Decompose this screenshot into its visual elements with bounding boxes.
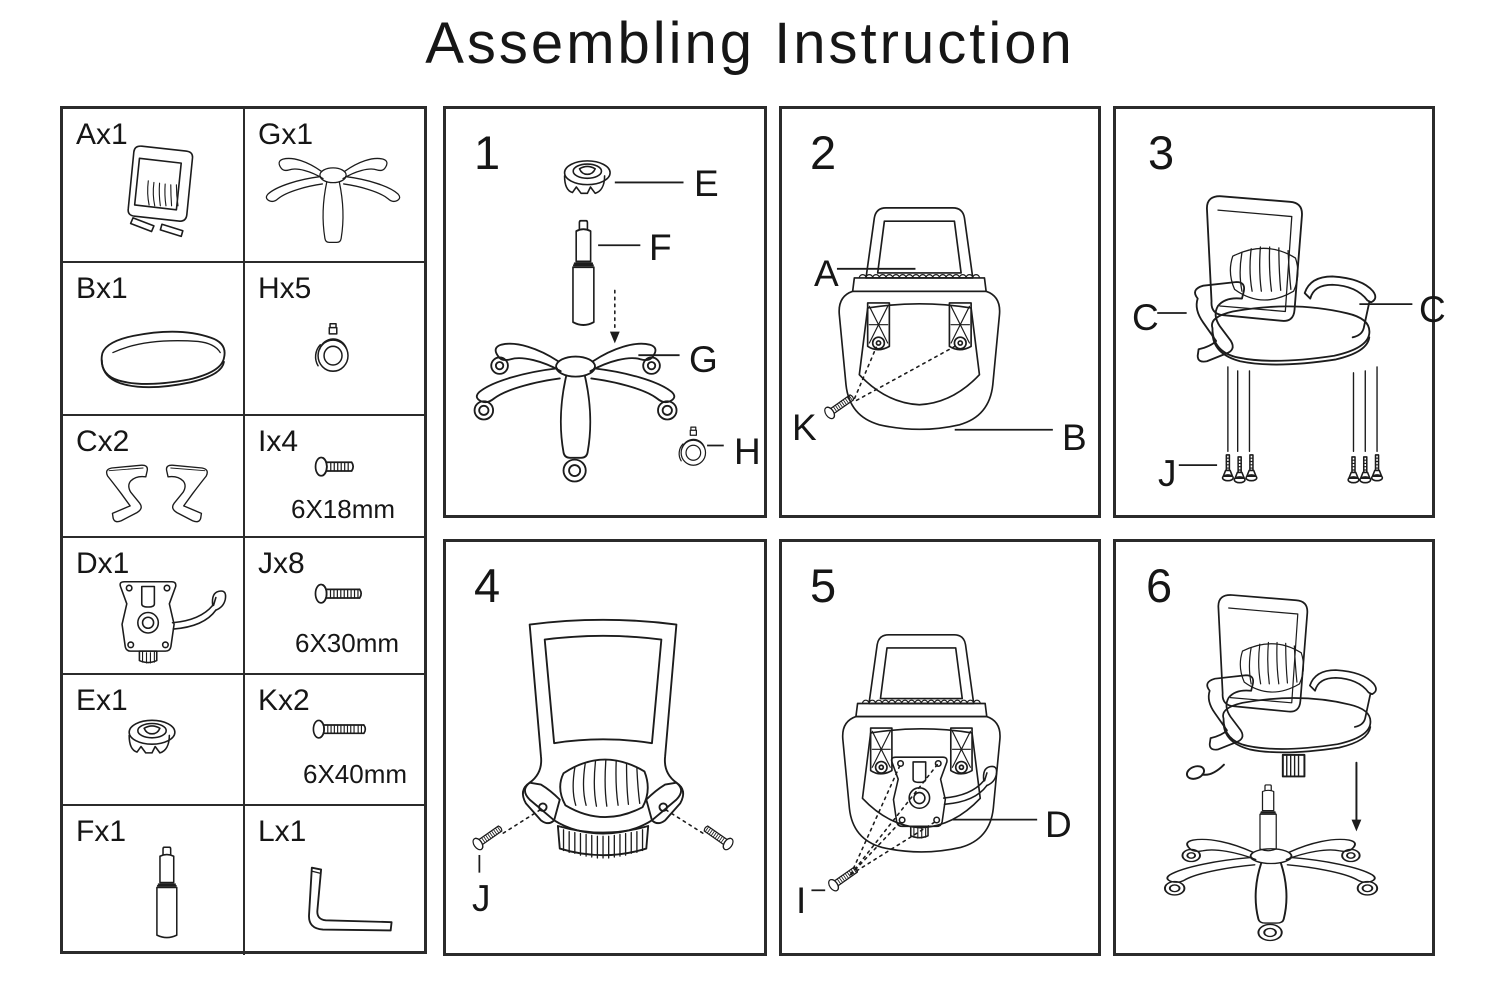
step-panel-1 [443,106,767,518]
part-cell-mechanism [63,538,245,675]
mechanism-drawing [63,538,243,673]
part-code: Fx1 [76,815,127,848]
part-code: Ax1 [76,118,128,151]
part-label-a: A [814,253,839,294]
seat-back-drawing [63,109,243,261]
step-number: 6 [1146,559,1173,612]
parts-table [60,106,427,954]
part-cell-cap [63,675,245,806]
part-label-e: E [694,163,719,204]
part-code: Bx1 [76,272,128,305]
step-panel-6 [1113,539,1435,956]
step-number: 3 [1148,126,1175,179]
cap-drawing [63,675,243,804]
part-cell-base [245,109,426,263]
step-panel-2 [779,106,1101,518]
part-code: Hx5 [258,272,312,305]
screw-size-label: 6X30mm [295,628,400,658]
armrests-drawing [63,416,243,536]
part-cell-screw-k [245,675,426,806]
part-label-d: D [1045,804,1072,845]
part-cell-armrests [63,416,245,538]
step-number: 5 [810,559,837,612]
step-number: 1 [474,126,501,179]
part-cell-gas-lift [63,806,245,955]
seat-cushion-drawing [63,263,243,414]
part-label-h: H [734,431,761,472]
part-label-f: F [649,227,672,268]
step-number: 2 [810,126,837,179]
part-code: Ix4 [258,425,299,458]
step-number: 4 [474,559,501,612]
part-label-i: I [796,880,807,921]
part-label-b: B [1062,417,1087,458]
part-code: Gx1 [258,118,314,151]
part-label-c-right: C [1419,289,1446,330]
part-code: Kx2 [258,684,310,717]
part-cell-seat-back [63,109,245,263]
part-label-c-left: C [1132,297,1159,338]
screw-size-label: 6X40mm [303,759,408,789]
step-panel-5 [779,539,1101,956]
part-code: Lx1 [258,815,307,848]
gas-lift-drawing [63,806,243,955]
part-label-j: J [472,878,491,919]
part-label-g: G [689,339,718,380]
caster-drawing [245,263,426,414]
step-panel-3 [1113,106,1446,518]
part-cell-allen-key [245,806,426,955]
page-title: Assembling Instruction [425,11,1075,76]
part-code: Cx2 [76,425,130,458]
step-panel-4 [443,539,767,956]
part-code: Ex1 [76,684,128,717]
part-cell-seat [63,263,245,416]
screw-size-label: 6X18mm [291,494,396,524]
allen-key-drawing [245,806,426,955]
part-code: Jx8 [258,547,305,580]
five-star-base-drawing [245,109,426,261]
part-label-k: K [792,407,817,448]
part-cell-screw-j [245,538,426,675]
part-code: Dx1 [76,547,130,580]
part-cell-caster [245,263,426,416]
part-label-j: J [1158,453,1177,494]
part-cell-screw-i [245,416,426,538]
